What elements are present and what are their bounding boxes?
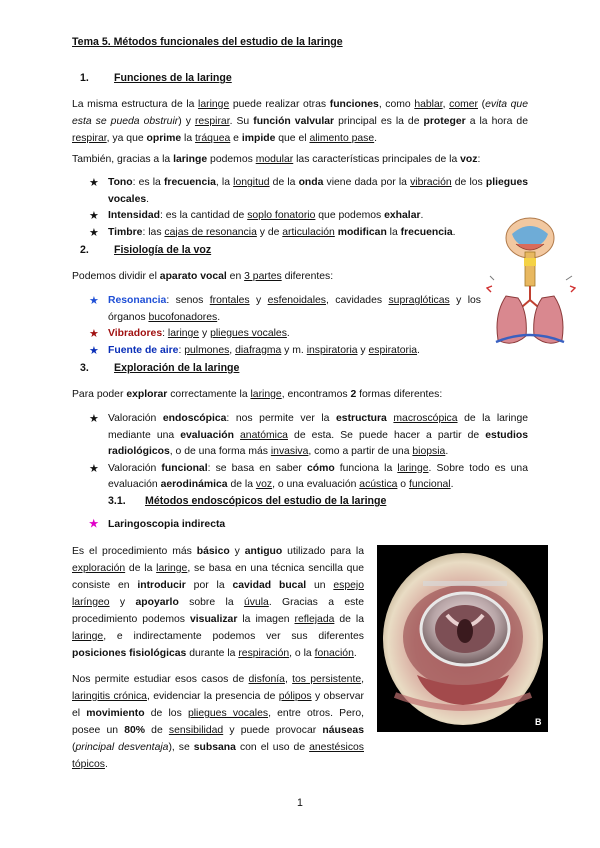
text-run: respiración bbox=[238, 648, 290, 659]
voice-characteristics-list bbox=[89, 175, 528, 241]
text-run: . bbox=[146, 193, 150, 205]
text-run: endoscópica bbox=[162, 413, 227, 424]
text-run: y puede provocar bbox=[223, 725, 323, 736]
text-run: . bbox=[374, 133, 378, 144]
text-run: , bbox=[229, 344, 236, 356]
text-run: 2 bbox=[350, 389, 357, 400]
text-run: con el uso de bbox=[235, 742, 310, 753]
text-run: posiciones fisiológicas bbox=[72, 648, 187, 659]
s1-paragraph-1 bbox=[72, 96, 528, 147]
section-3-heading bbox=[80, 362, 480, 376]
text-run: Timbre bbox=[108, 226, 143, 238]
exploration-methods-list bbox=[89, 411, 528, 494]
text-run: Vibradores bbox=[108, 328, 163, 339]
list-item bbox=[89, 343, 481, 360]
text-run: : nos permite ver la bbox=[226, 413, 337, 424]
text-run: oprime bbox=[146, 133, 182, 144]
text-run: espejo laríngeo bbox=[72, 580, 364, 608]
text-run: frecuencia bbox=[163, 177, 216, 188]
text-run: la bbox=[181, 133, 196, 144]
text-run: movimiento bbox=[86, 708, 145, 719]
photo-label: B bbox=[535, 717, 542, 727]
section-number: 2. bbox=[80, 244, 89, 256]
text-run: La misma estructura de la bbox=[72, 99, 199, 110]
text-run: cómo bbox=[306, 462, 335, 474]
text-run: , o de una forma más bbox=[169, 446, 271, 457]
text-run: Nos permite estudiar esos casos de bbox=[72, 674, 249, 685]
s3-paragraph-1 bbox=[72, 386, 528, 403]
text-run: : senos bbox=[166, 295, 210, 306]
text-run: laringe bbox=[173, 154, 208, 165]
text-run: frecuencia bbox=[400, 226, 453, 238]
text-run: , encontramos bbox=[281, 389, 351, 400]
text-run: utilizado para la bbox=[282, 546, 365, 557]
text-run: que el bbox=[275, 133, 310, 144]
text-run: proteger bbox=[423, 116, 466, 127]
text-run: y m. bbox=[281, 344, 307, 356]
star-icon: ★ bbox=[89, 344, 99, 357]
text-run: , como a partir de una bbox=[308, 446, 413, 457]
text-run: : bbox=[162, 328, 168, 339]
text-run: tos persistente bbox=[292, 674, 362, 685]
text-run: apoyarlo bbox=[135, 597, 179, 608]
text-run: Para poder bbox=[72, 389, 127, 400]
text-run: bucofonadores bbox=[148, 311, 218, 323]
text-run: cavidad bucal bbox=[232, 580, 307, 591]
text-run: e bbox=[230, 133, 242, 144]
text-run: Fuente de aire bbox=[108, 344, 179, 356]
text-run: . bbox=[445, 446, 449, 457]
text-run: laringe bbox=[72, 631, 104, 642]
text-run: o bbox=[397, 479, 409, 490]
text-run: : es la cantidad de bbox=[159, 210, 248, 221]
text-run: disfonía bbox=[248, 674, 285, 685]
text-run: de esta. Se puede hacer a partir de bbox=[287, 429, 486, 441]
text-run: formas diferentes: bbox=[356, 389, 443, 400]
text-run: articulación bbox=[282, 226, 335, 238]
laringoscopia-paragraph-2 bbox=[72, 671, 364, 773]
text-run: viene dada por la bbox=[323, 177, 411, 188]
list-item bbox=[89, 293, 481, 326]
text-run: : es la bbox=[132, 177, 164, 188]
text-run: soplo fonatorio bbox=[247, 210, 316, 221]
text-run: , cavidades bbox=[325, 295, 389, 306]
text-run: Valoración bbox=[108, 413, 163, 424]
text-run: sobre la bbox=[178, 597, 244, 608]
text-run: de la bbox=[269, 177, 299, 188]
text-run: supraglóticas bbox=[388, 295, 450, 306]
text-run: pólipos bbox=[278, 691, 312, 702]
text-run: estudios radiológicos bbox=[108, 429, 529, 457]
text-run: principal es la de bbox=[334, 116, 424, 127]
text-run: Tono bbox=[108, 177, 133, 188]
text-run: correctamente la bbox=[167, 389, 251, 400]
text-run: ) y bbox=[178, 116, 195, 127]
text-run: , o la bbox=[289, 648, 315, 659]
text-run: , se basa en una técnica sencilla que consiste en bbox=[72, 563, 365, 591]
text-run: , entre otros. Pero, posee un bbox=[72, 708, 364, 736]
text-run: sensibilidad bbox=[168, 725, 224, 736]
text-run: invasiva bbox=[270, 446, 309, 457]
text-run: funcional bbox=[161, 462, 208, 474]
section-1-heading bbox=[80, 72, 480, 86]
text-run: aparato vocal bbox=[159, 271, 227, 282]
text-run: : se basa en saber bbox=[207, 462, 307, 474]
text-run: estructura bbox=[336, 413, 387, 424]
text-run: de los bbox=[451, 177, 486, 188]
s2-paragraph-1 bbox=[72, 268, 472, 285]
text-run: . bbox=[420, 210, 424, 221]
text-run: y bbox=[199, 328, 211, 339]
list-item bbox=[89, 175, 528, 208]
text-run: laringe bbox=[250, 389, 282, 400]
text-run: acústica bbox=[359, 479, 398, 490]
text-run: Resonancia bbox=[108, 295, 167, 306]
text-run: , o una evaluación bbox=[272, 479, 360, 490]
section-2-heading bbox=[80, 244, 480, 258]
text-run: : las bbox=[142, 226, 165, 238]
star-icon: ★ bbox=[89, 519, 99, 530]
page-title: Tema 5. Métodos funcionales del estudio de la laringe bbox=[72, 36, 343, 48]
text-run: Podemos dividir el bbox=[72, 271, 160, 282]
s1-paragraph-2 bbox=[72, 151, 528, 168]
text-run: laringe bbox=[397, 462, 429, 474]
list-item bbox=[89, 411, 528, 461]
text-run: funciona la bbox=[334, 462, 398, 474]
section-title: Métodos endoscópicos del estudio de la laringe bbox=[145, 495, 387, 507]
text-run: a la hora de bbox=[465, 116, 528, 127]
text-run: esfenoidales bbox=[267, 295, 326, 306]
text-run: básico bbox=[196, 546, 230, 557]
text-run: diferentes: bbox=[281, 271, 334, 282]
text-run: . bbox=[353, 648, 357, 659]
text-run: en bbox=[226, 271, 245, 282]
text-run: laringe bbox=[167, 328, 200, 339]
text-run: modifican bbox=[337, 226, 387, 238]
text-run: También, gracias a la bbox=[72, 154, 174, 165]
text-run: la imagen bbox=[237, 614, 295, 625]
text-run: función valvular bbox=[253, 116, 335, 127]
text-run: diafragma bbox=[235, 344, 282, 356]
text-run: reflejada bbox=[294, 614, 335, 625]
text-run: funciones bbox=[329, 99, 379, 110]
section-title: Exploración de la laringe bbox=[114, 362, 240, 374]
text-run: laringitis crónica bbox=[72, 691, 147, 702]
text-run: y bbox=[249, 295, 268, 306]
section-number: 1. bbox=[80, 72, 89, 84]
list-item bbox=[89, 208, 528, 225]
text-run: respirar bbox=[72, 133, 107, 144]
text-run: por la bbox=[185, 580, 233, 591]
star-icon: ★ bbox=[89, 462, 99, 475]
vocal-apparatus-list bbox=[89, 293, 481, 359]
text-run: un bbox=[306, 580, 334, 591]
section-number: 3. bbox=[80, 362, 89, 374]
text-run: Es el procedimiento más bbox=[72, 546, 197, 557]
text-run: exploración bbox=[72, 563, 126, 574]
text-run: y observar el bbox=[72, 691, 364, 719]
text-run: : bbox=[477, 154, 481, 165]
text-run: cajas de resonancia bbox=[164, 226, 257, 238]
text-run: náuseas bbox=[322, 725, 364, 736]
text-run: evita que esta se pueda obstruir bbox=[72, 99, 528, 127]
text-run: . bbox=[450, 479, 454, 490]
star-icon: ★ bbox=[89, 177, 99, 189]
text-run: . Su bbox=[229, 116, 254, 127]
text-run: pliegues vocales bbox=[108, 177, 529, 205]
text-run: . bbox=[286, 328, 290, 339]
text-run: , evidenciar la presencia de bbox=[146, 691, 279, 702]
text-run: modular bbox=[255, 154, 294, 165]
star-icon: ★ bbox=[89, 328, 99, 340]
text-run: anatómica bbox=[240, 429, 288, 441]
text-run: de los bbox=[144, 708, 188, 719]
text-run: , e indirectamente podemos ver sus diferentes bbox=[103, 631, 364, 642]
list-item bbox=[89, 225, 528, 242]
text-run: pliegues vocales bbox=[210, 328, 287, 339]
text-run: pulmones bbox=[184, 344, 230, 356]
laryngoscopy-photo bbox=[377, 545, 548, 732]
text-run: y bbox=[357, 344, 369, 356]
text-run: respirar bbox=[194, 116, 230, 127]
text-run: . bbox=[104, 759, 108, 770]
text-run: y de bbox=[256, 226, 283, 238]
text-run: pliegues vocales bbox=[187, 708, 269, 719]
text-run: . Sobre todo es una evaluación bbox=[108, 462, 528, 490]
text-run: podemos bbox=[207, 154, 256, 165]
text-run: longitud bbox=[233, 177, 270, 188]
section-title: Fisiología de la voz bbox=[114, 244, 212, 256]
text-run: fonación bbox=[314, 648, 354, 659]
vocal-apparatus-illustration bbox=[486, 216, 576, 354]
text-run: explorar bbox=[126, 389, 168, 400]
list-item bbox=[89, 461, 528, 494]
text-run: anestésicos tópicos bbox=[72, 742, 364, 770]
text-run: impide bbox=[241, 133, 276, 144]
text-run: . bbox=[452, 226, 456, 238]
text-run: evaluación bbox=[180, 429, 234, 441]
list-item bbox=[89, 326, 481, 343]
text-run: comer bbox=[449, 99, 479, 110]
star-icon: ★ bbox=[89, 210, 99, 222]
text-run: 80% bbox=[124, 725, 145, 736]
text-run: biopsia bbox=[412, 446, 446, 457]
text-run: frontales bbox=[209, 295, 250, 306]
section-number: 3.1. bbox=[108, 495, 126, 507]
text-run: vibración bbox=[410, 177, 452, 188]
text-run: de la bbox=[125, 563, 157, 574]
text-run: de la laringe mediante una bbox=[108, 413, 529, 441]
text-run: laringe bbox=[198, 99, 230, 110]
text-run: , como bbox=[378, 99, 415, 110]
text-run: úvula bbox=[243, 597, 269, 608]
text-run: de la bbox=[227, 479, 256, 490]
text-run: exhalar bbox=[384, 210, 421, 221]
text-run: ), se bbox=[168, 742, 194, 753]
text-run: inspiratoria bbox=[306, 344, 358, 356]
star-icon: ★ bbox=[89, 295, 99, 307]
star-icon: ★ bbox=[89, 226, 99, 239]
laringoscopia-heading bbox=[89, 518, 225, 530]
text-run: 3 partes bbox=[244, 271, 282, 282]
laringoscopia-title: Laringoscopia indirecta bbox=[108, 519, 226, 530]
subsection-3-1-heading bbox=[108, 495, 508, 509]
text-run: alimento pase bbox=[309, 133, 375, 144]
text-run: . Gracias a este procedimiento podemos bbox=[72, 597, 364, 625]
text-run: . bbox=[217, 311, 221, 323]
text-run: de bbox=[145, 725, 169, 736]
text-run: , bbox=[284, 674, 293, 685]
text-run: espiratoria bbox=[368, 344, 418, 356]
text-run: introducir bbox=[137, 580, 186, 591]
text-run: subsana bbox=[193, 742, 236, 753]
text-run: y los órganos bbox=[108, 295, 481, 323]
text-run: , bbox=[361, 674, 365, 685]
text-run: . bbox=[417, 344, 420, 356]
text-run: ( bbox=[478, 99, 486, 110]
text-run: principal desventaja bbox=[75, 742, 169, 753]
laringoscopia-paragraph-1 bbox=[72, 543, 364, 662]
text-run: Intensidad bbox=[108, 210, 160, 221]
text-run: antiguo bbox=[244, 546, 283, 557]
text-run: laringe bbox=[156, 563, 188, 574]
text-run: ( bbox=[72, 742, 76, 753]
text-run: y bbox=[109, 597, 136, 608]
text-run: de la bbox=[334, 614, 364, 625]
text-run: Valoración bbox=[108, 462, 162, 474]
text-run: : bbox=[178, 344, 185, 356]
text-run: voz bbox=[255, 479, 273, 490]
page-number: 1 bbox=[297, 797, 303, 809]
text-run: y bbox=[229, 546, 245, 557]
text-run: , ya que bbox=[106, 133, 147, 144]
text-run: aerodinámica bbox=[160, 479, 228, 490]
text-run: tráquea bbox=[195, 133, 231, 144]
text-run: las características principales de la bbox=[293, 154, 461, 165]
text-run: visualizar bbox=[190, 614, 238, 625]
section-title: Funciones de la laringe bbox=[114, 72, 232, 84]
text-run: macroscópica bbox=[393, 413, 458, 424]
text-run: durante la bbox=[186, 648, 239, 659]
text-run: funcional bbox=[408, 479, 451, 490]
text-run: la bbox=[386, 226, 401, 238]
star-icon: ★ bbox=[89, 413, 99, 425]
text-run: onda bbox=[298, 177, 324, 188]
text-run: puede realizar otras bbox=[229, 99, 330, 110]
text-run: que podemos bbox=[315, 210, 385, 221]
text-run: hablar bbox=[414, 99, 443, 110]
text-run: , la bbox=[215, 177, 234, 188]
text-run: , bbox=[442, 99, 450, 110]
text-run: voz bbox=[460, 154, 478, 165]
